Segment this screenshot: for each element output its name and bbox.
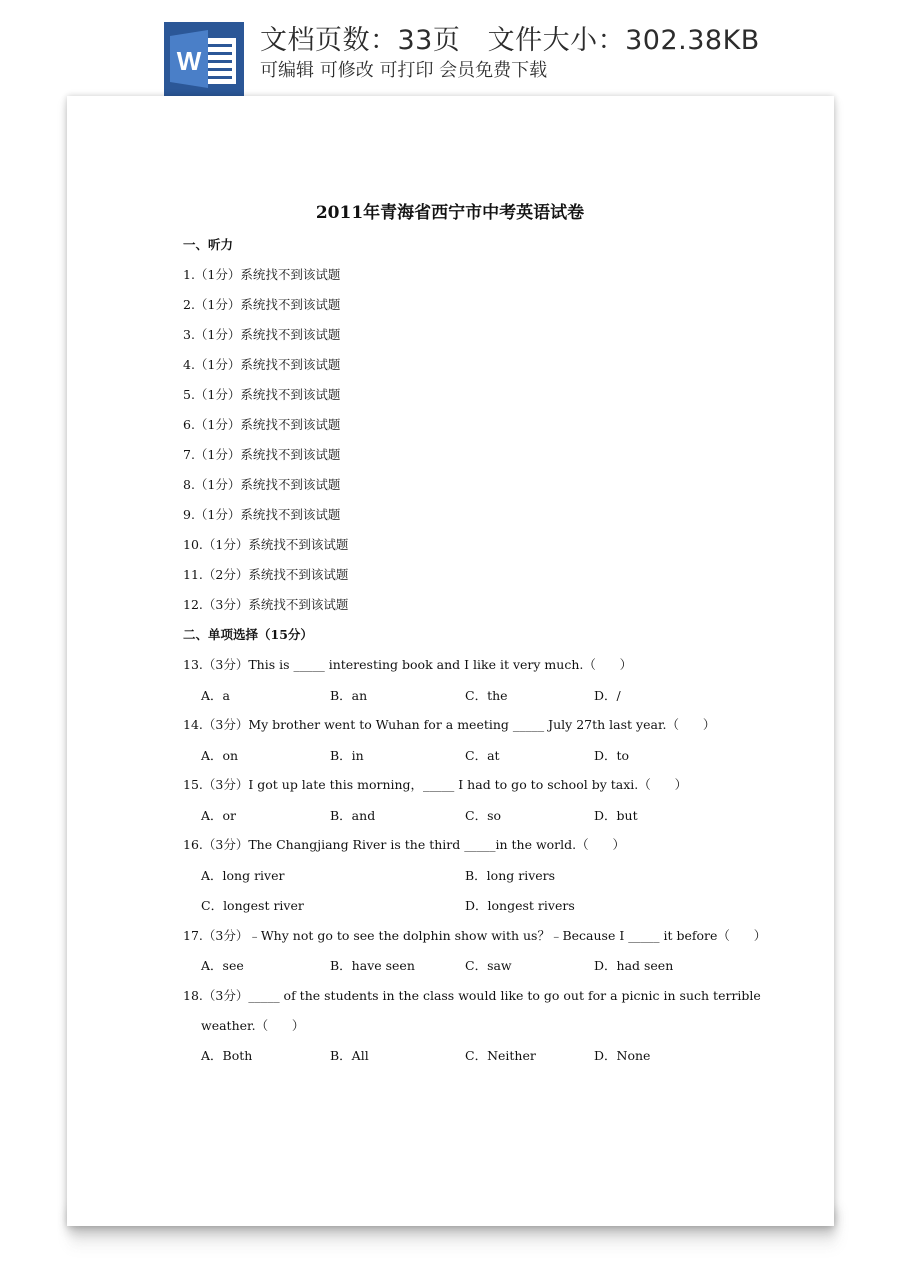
listening-item: 6.（1分）系统找不到该试题 <box>183 417 341 432</box>
listening-item: 10.（1分）系统找不到该试题 <box>183 537 349 552</box>
question-17-option-c: C．saw <box>465 958 512 973</box>
question-17-option-d: D．had seen <box>594 958 674 973</box>
question-13-option-d: D．/ <box>594 688 621 703</box>
listening-item: 4.（1分）系统找不到该试题 <box>183 357 341 372</box>
question-15-stem: 15.（3分）I got up late this morning，_____ I had to go to school by taxi.（ ） <box>183 777 688 792</box>
question-14-option-b: B．in <box>330 748 364 763</box>
question-17-stem: 17.（3分）﹣Why not go to see the dolphin show with us？﹣Because I _____ it before（ ） <box>183 928 767 943</box>
question-13-stem: 13.（3分）This is _____ interesting book and I like it very much.（ ） <box>183 657 633 672</box>
word-document-icon <box>164 22 244 96</box>
question-14-option-a: A．on <box>201 748 239 763</box>
section-heading-listening: 一、听力 <box>183 237 234 252</box>
question-15-option-d: D．but <box>594 808 638 823</box>
question-18-stem: 18.（3分）_____ of the students in the class would like to go out for a picnic in such terrible <box>183 988 761 1003</box>
word-icon-letter: W <box>176 46 202 76</box>
question-16-stem: 16.（3分）The Changjiang River is the third _____in the world.（ ） <box>183 837 625 852</box>
question-13-option-b: B．an <box>330 688 368 703</box>
section-heading-single-choice: 二、单项选择（15分） <box>183 627 313 642</box>
question-18-stem-continued: weather.（ ） <box>201 1018 305 1033</box>
question-17-option-b: B．have seen <box>330 958 415 973</box>
question-18-option-c: C．Neither <box>465 1048 536 1063</box>
question-18-option-b: B．All <box>330 1048 369 1063</box>
file-info-subtitle: 可编辑 可修改 可打印 会员免费下载 <box>260 60 548 81</box>
question-13-option-c: C．the <box>465 688 508 703</box>
question-13-option-a: A．a <box>201 688 230 703</box>
question-14-stem: 14.（3分）My brother went to Wuhan for a meeting _____ July 27th last year.（ ） <box>183 717 716 732</box>
listening-item: 11.（2分）系统找不到该试题 <box>183 567 349 582</box>
listening-item: 12.（3分）系统找不到该试题 <box>183 597 349 612</box>
listening-item: 3.（1分）系统找不到该试题 <box>183 327 341 342</box>
question-14-option-d: D．to <box>594 748 630 763</box>
listening-item: 8.（1分）系统找不到该试题 <box>183 477 341 492</box>
question-15-option-a: A．or <box>201 808 237 823</box>
document-title: 2011年青海省西宁市中考英语试卷 <box>315 203 585 223</box>
listening-item: 7.（1分）系统找不到该试题 <box>183 447 341 462</box>
question-17-option-a: A．see <box>201 958 244 973</box>
question-15-option-b: B．and <box>330 808 376 823</box>
listening-item: 9.（1分）系统找不到该试题 <box>183 507 341 522</box>
listening-item: 2.（1分）系统找不到该试题 <box>183 297 341 312</box>
question-18-option-a: A．Both <box>201 1048 253 1063</box>
listening-item: 5.（1分）系统找不到该试题 <box>183 387 341 402</box>
question-15-option-c: C．so <box>465 808 502 823</box>
download-banner <box>0 0 900 96</box>
question-16-option-a: A．long river <box>201 868 285 883</box>
file-info-title: 文档页数：33页 文件大小：302.38KB <box>260 25 760 56</box>
question-16-option-d: D．longest rivers <box>465 898 575 913</box>
listening-item: 1.（1分）系统找不到该试题 <box>183 267 341 282</box>
question-16-option-c: C．longest river <box>201 898 304 913</box>
question-16-option-b: B．long rivers <box>465 868 556 883</box>
question-18-option-d: D．None <box>594 1048 651 1063</box>
question-14-option-c: C．at <box>465 748 500 763</box>
